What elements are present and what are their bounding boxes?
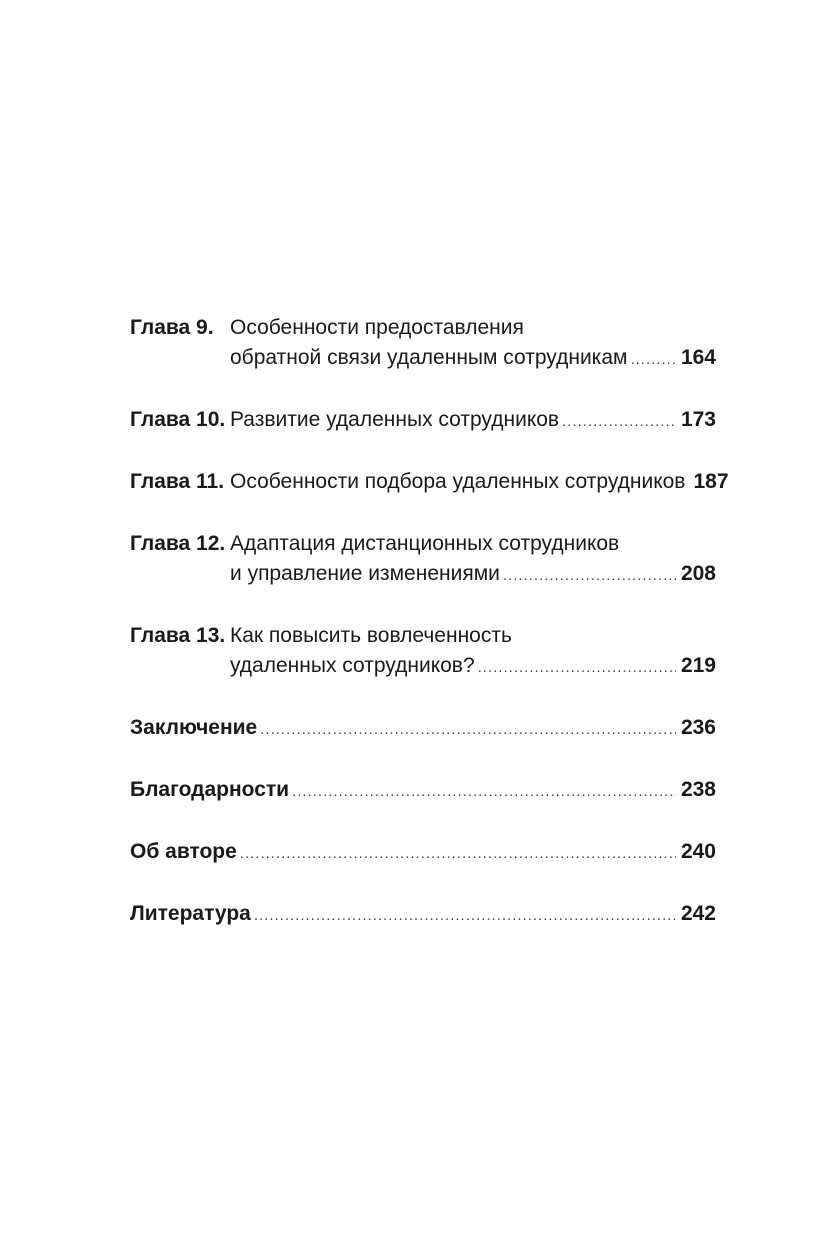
- toc-entry-about-author[interactable]: [130, 837, 716, 869]
- chapter-label: Глава 13.: [130, 624, 226, 647]
- dot-leader: [503, 561, 676, 591]
- dot-leader: [260, 715, 676, 745]
- chapter-label: Глава 10.: [130, 408, 226, 431]
- table-of-contents: [130, 313, 729, 961]
- chapter-title-line: удаленных сотрудников?: [230, 654, 475, 677]
- section-title: Заключение: [130, 716, 258, 739]
- page-number: 236: [680, 716, 716, 739]
- page-number: 164: [680, 346, 716, 369]
- dot-leader: [240, 839, 676, 869]
- page-number: 242: [680, 902, 716, 925]
- toc-entry-chapter-13[interactable]: [130, 621, 716, 683]
- toc-entry-acknowledgements[interactable]: [130, 775, 716, 807]
- chapter-label: Глава 11.: [130, 470, 225, 493]
- dot-leader: [478, 653, 676, 683]
- page-number: 219: [680, 654, 716, 677]
- chapter-label: Глава 12.: [130, 532, 226, 555]
- chapter-title-line: обратной связи удаленным сотрудникам: [230, 346, 628, 369]
- toc-entry-conclusion[interactable]: [130, 713, 716, 745]
- toc-entry-literature[interactable]: [130, 899, 716, 931]
- toc-entry-chapter-12[interactable]: [130, 529, 716, 591]
- chapter-title-line: Адаптация дистанционных сотрудников: [230, 532, 620, 555]
- chapter-title-line: Как повысить вовлеченность: [230, 624, 512, 647]
- dot-leader: [562, 407, 676, 437]
- section-title: Об авторе: [130, 840, 237, 863]
- toc-entry-chapter-11[interactable]: [130, 467, 729, 499]
- dot-leader: [254, 901, 676, 931]
- page-number: 238: [680, 778, 716, 801]
- page-number: 240: [680, 840, 716, 863]
- chapter-title-line: Особенности подбора удаленных сотрудников: [230, 470, 686, 493]
- dot-leader: [292, 777, 676, 807]
- chapter-title-line: Развитие удаленных сотрудников: [230, 408, 560, 431]
- chapter-label: Глава 9.: [130, 316, 214, 339]
- toc-entry-chapter-9[interactable]: [130, 313, 716, 375]
- page-number: 187: [693, 470, 729, 493]
- chapter-title-line: Особенности предоставления: [230, 316, 524, 339]
- dot-leader: [630, 345, 676, 375]
- page-number: 173: [680, 408, 716, 431]
- section-title: Благодарности: [130, 778, 290, 801]
- section-title: Литература: [130, 902, 251, 925]
- page-number: 208: [680, 562, 716, 585]
- chapter-title-line: и управление изменениями: [230, 562, 500, 585]
- toc-entry-chapter-10[interactable]: [130, 405, 716, 437]
